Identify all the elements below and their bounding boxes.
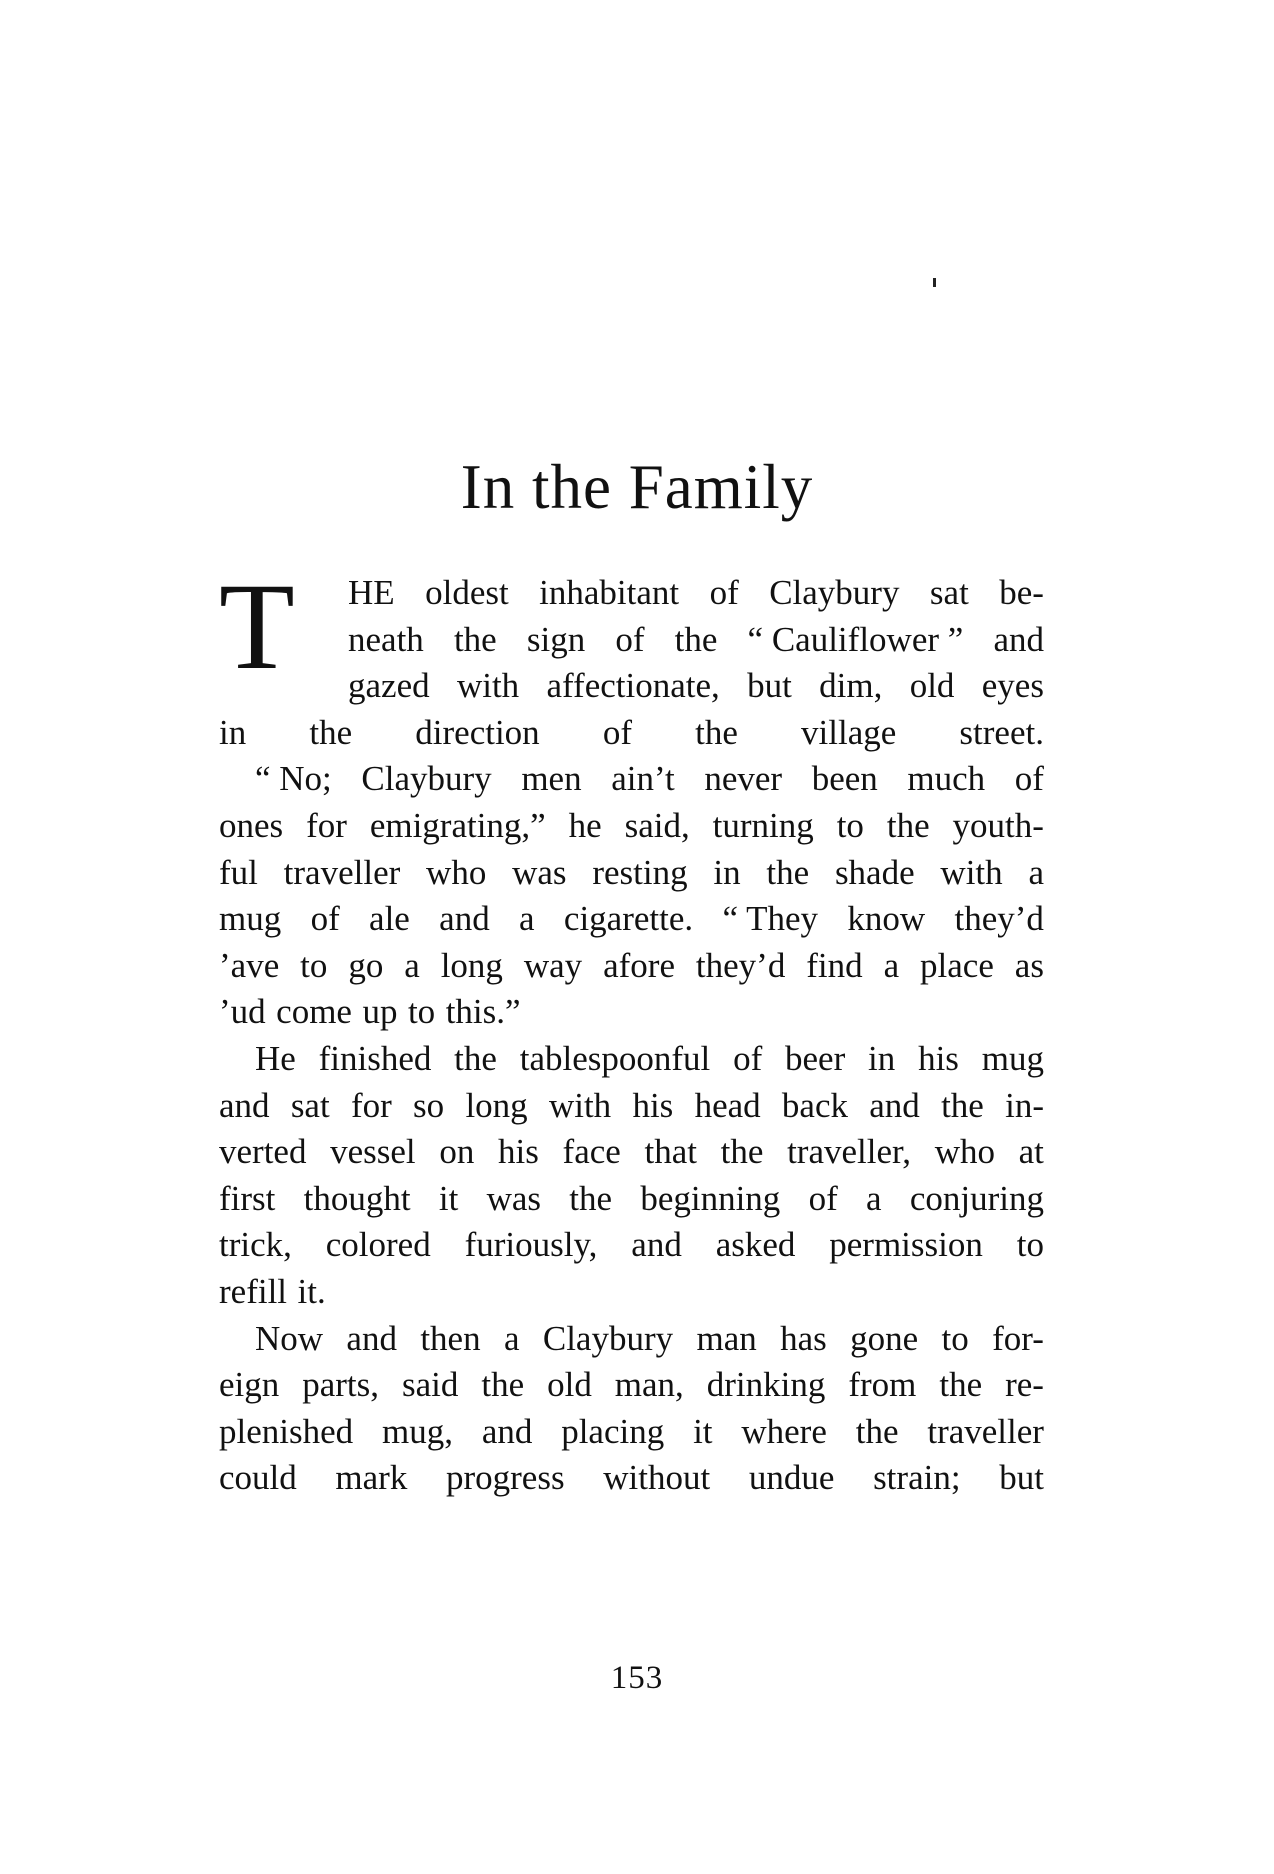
text-line <box>219 943 1044 990</box>
word: the <box>453 619 497 659</box>
word: come <box>276 992 352 1032</box>
word: in <box>868 1038 896 1078</box>
word: to <box>300 945 328 985</box>
word: and <box>631 1225 682 1265</box>
word: beer <box>785 1038 846 1078</box>
word: traveller <box>283 852 401 892</box>
word: old <box>909 666 955 706</box>
word: ain’t <box>611 759 675 799</box>
word: at <box>1018 1132 1044 1172</box>
word: vessel <box>330 1132 416 1172</box>
word: it. <box>297 1271 326 1311</box>
word: resting <box>592 852 688 892</box>
word: the <box>886 805 930 845</box>
body-text <box>219 558 1044 1502</box>
word: long <box>440 945 503 985</box>
word: finished <box>318 1038 432 1078</box>
word: place <box>920 945 994 985</box>
word: and <box>346 1318 397 1358</box>
word: a <box>503 1318 520 1358</box>
word: back <box>781 1085 848 1125</box>
word: of <box>1014 759 1044 799</box>
word: mug <box>981 1038 1044 1078</box>
word: in <box>713 852 741 892</box>
word: asked <box>715 1225 796 1265</box>
word: Claybury <box>769 573 900 612</box>
word: the <box>855 1411 899 1451</box>
word: the <box>695 712 738 752</box>
word: know <box>847 899 926 939</box>
word: with <box>456 666 520 706</box>
word: never <box>704 759 783 799</box>
word: but <box>999 1458 1044 1498</box>
word: who <box>426 852 487 892</box>
text-line <box>219 850 1044 897</box>
word: of <box>709 573 739 612</box>
word: but <box>747 666 792 706</box>
word: parts, <box>302 1365 380 1405</box>
word: they’d <box>695 945 786 985</box>
word: and <box>439 899 490 939</box>
word: tablespoonful <box>519 1038 711 1078</box>
word: furiously, <box>464 1225 598 1265</box>
word: cigarette. <box>563 899 694 939</box>
word: his <box>918 1038 959 1078</box>
text-line <box>219 756 1044 803</box>
word: ’ud <box>219 992 266 1032</box>
word: colored <box>325 1225 431 1265</box>
word: on <box>439 1132 475 1172</box>
text-line <box>219 1269 1044 1316</box>
word: much <box>907 759 986 799</box>
word: the <box>720 1132 764 1172</box>
word: a <box>519 899 535 939</box>
word: “ No; <box>255 759 332 799</box>
word: to <box>1016 1225 1044 1265</box>
word: and <box>481 1411 533 1451</box>
word: Now <box>255 1318 324 1358</box>
word: village <box>801 712 897 752</box>
text-line <box>219 1036 1044 1083</box>
word: of <box>602 712 632 752</box>
word: mug <box>219 899 282 939</box>
text-line <box>219 1362 1044 1409</box>
word: ale <box>369 899 410 939</box>
word: in- <box>1005 1085 1044 1125</box>
word: undue <box>748 1458 835 1498</box>
word: been <box>811 759 878 799</box>
word: a <box>404 945 420 985</box>
word: “ They <box>722 899 819 939</box>
word: direction <box>415 712 540 752</box>
word: a <box>866 1178 882 1218</box>
word: was <box>486 1178 542 1218</box>
text-line <box>219 570 1044 617</box>
word: it <box>693 1411 713 1451</box>
word: first <box>219 1178 276 1218</box>
word: long <box>465 1085 528 1125</box>
word: said, <box>624 805 690 845</box>
word: thought <box>303 1178 411 1218</box>
word: ’ave <box>219 945 280 985</box>
word: where <box>741 1411 827 1451</box>
word: man <box>696 1318 757 1358</box>
word: He <box>255 1038 296 1078</box>
word: his <box>498 1132 539 1172</box>
word: gone <box>850 1318 919 1358</box>
word: Claybury <box>542 1318 674 1358</box>
text-line <box>219 1129 1044 1176</box>
word: the <box>674 619 718 659</box>
word: with <box>548 1085 612 1125</box>
word: progress <box>446 1458 565 1498</box>
word: neath <box>348 619 424 659</box>
word: emigrating,” <box>369 805 546 845</box>
word: said <box>402 1365 459 1405</box>
text-line <box>219 1409 1044 1456</box>
word: to <box>836 805 864 845</box>
drop-cap: T <box>219 558 295 695</box>
word: up <box>362 992 398 1032</box>
word: “ Cauliflower ” <box>747 619 964 659</box>
word: way <box>523 945 583 985</box>
word: oldest <box>425 573 509 612</box>
word: inhabitant <box>539 573 680 612</box>
word: go <box>348 945 384 985</box>
word: a <box>883 945 900 985</box>
word: of <box>733 1038 763 1078</box>
word: sat <box>290 1085 330 1125</box>
word: conjuring <box>909 1178 1044 1218</box>
word: re- <box>1005 1365 1044 1405</box>
word: the <box>309 712 353 752</box>
text-line <box>219 1316 1044 1363</box>
print-speck <box>933 278 936 287</box>
word: strain; <box>873 1458 961 1498</box>
word: placing <box>561 1411 665 1451</box>
word: beginning <box>640 1178 781 1218</box>
word: be- <box>999 573 1044 612</box>
word: traveller <box>927 1411 1044 1451</box>
word: mark <box>335 1458 408 1498</box>
word: dim, <box>819 666 883 706</box>
word: street. <box>959 712 1044 752</box>
text-line <box>219 617 1044 664</box>
word: that <box>644 1132 697 1172</box>
word: sign <box>526 619 586 659</box>
text-line <box>219 989 1044 1036</box>
word: this.” <box>445 992 521 1032</box>
word: as <box>1014 945 1044 985</box>
word: the <box>939 1365 983 1405</box>
word: to <box>407 992 436 1032</box>
word: and <box>869 1085 920 1125</box>
word: the <box>569 1178 613 1218</box>
word: could <box>219 1458 297 1498</box>
word: afore <box>603 945 675 985</box>
word: mug, <box>381 1411 453 1451</box>
word: of <box>310 899 340 939</box>
word: the <box>454 1038 497 1078</box>
word: ful <box>219 852 258 892</box>
word: they’d <box>954 899 1044 939</box>
word: from <box>848 1365 917 1405</box>
word: he <box>568 805 602 845</box>
word: permission <box>829 1225 983 1265</box>
text-line <box>219 1222 1044 1269</box>
word: plenished <box>219 1411 354 1451</box>
text-line <box>219 1455 1044 1502</box>
word: drinking <box>706 1365 826 1405</box>
text-line <box>219 896 1044 943</box>
word: eyes <box>981 666 1044 706</box>
word: has <box>780 1318 827 1358</box>
word: who <box>934 1132 995 1172</box>
word: the <box>481 1365 525 1405</box>
word: of <box>808 1178 838 1218</box>
word: the <box>766 852 810 892</box>
word: shade <box>834 852 915 892</box>
page-number: 153 <box>610 1660 664 1696</box>
word: find <box>806 945 863 985</box>
word: without <box>603 1458 711 1498</box>
word: head <box>694 1085 761 1125</box>
text-line <box>219 663 1044 710</box>
word: a <box>1028 852 1044 892</box>
word: ones <box>219 805 284 845</box>
word: it <box>438 1178 459 1218</box>
word: for <box>306 805 347 845</box>
text-line <box>219 1083 1044 1130</box>
text-line <box>219 710 1044 757</box>
word: of <box>615 619 645 659</box>
word: to <box>941 1318 969 1358</box>
word: Claybury <box>361 759 492 799</box>
word: verted <box>219 1132 307 1172</box>
word: man, <box>614 1365 684 1405</box>
word: was <box>512 852 567 892</box>
word: sat <box>929 573 969 612</box>
word: the <box>941 1085 984 1125</box>
word: for <box>350 1085 392 1125</box>
word: in <box>219 712 247 752</box>
word: gazed <box>348 666 430 706</box>
word: turning <box>712 805 814 845</box>
text-line <box>219 1176 1044 1223</box>
word: and <box>993 619 1044 659</box>
word: with <box>940 852 1003 892</box>
word: face <box>562 1132 621 1172</box>
text-line <box>219 803 1044 850</box>
word: youth- <box>952 805 1044 845</box>
word: eign <box>219 1365 280 1405</box>
word: his <box>632 1085 674 1125</box>
word: traveller, <box>787 1132 912 1172</box>
word: HE <box>348 573 395 612</box>
word: old <box>547 1365 592 1405</box>
word: so <box>413 1085 445 1125</box>
chapter-title: In the Family <box>460 452 814 522</box>
word: men <box>521 759 582 799</box>
word: trick, <box>219 1225 292 1265</box>
word: for- <box>992 1318 1044 1358</box>
word: and <box>219 1085 270 1125</box>
word: then <box>420 1318 481 1358</box>
word: refill <box>219 1271 288 1311</box>
word: affectionate, <box>546 666 720 706</box>
